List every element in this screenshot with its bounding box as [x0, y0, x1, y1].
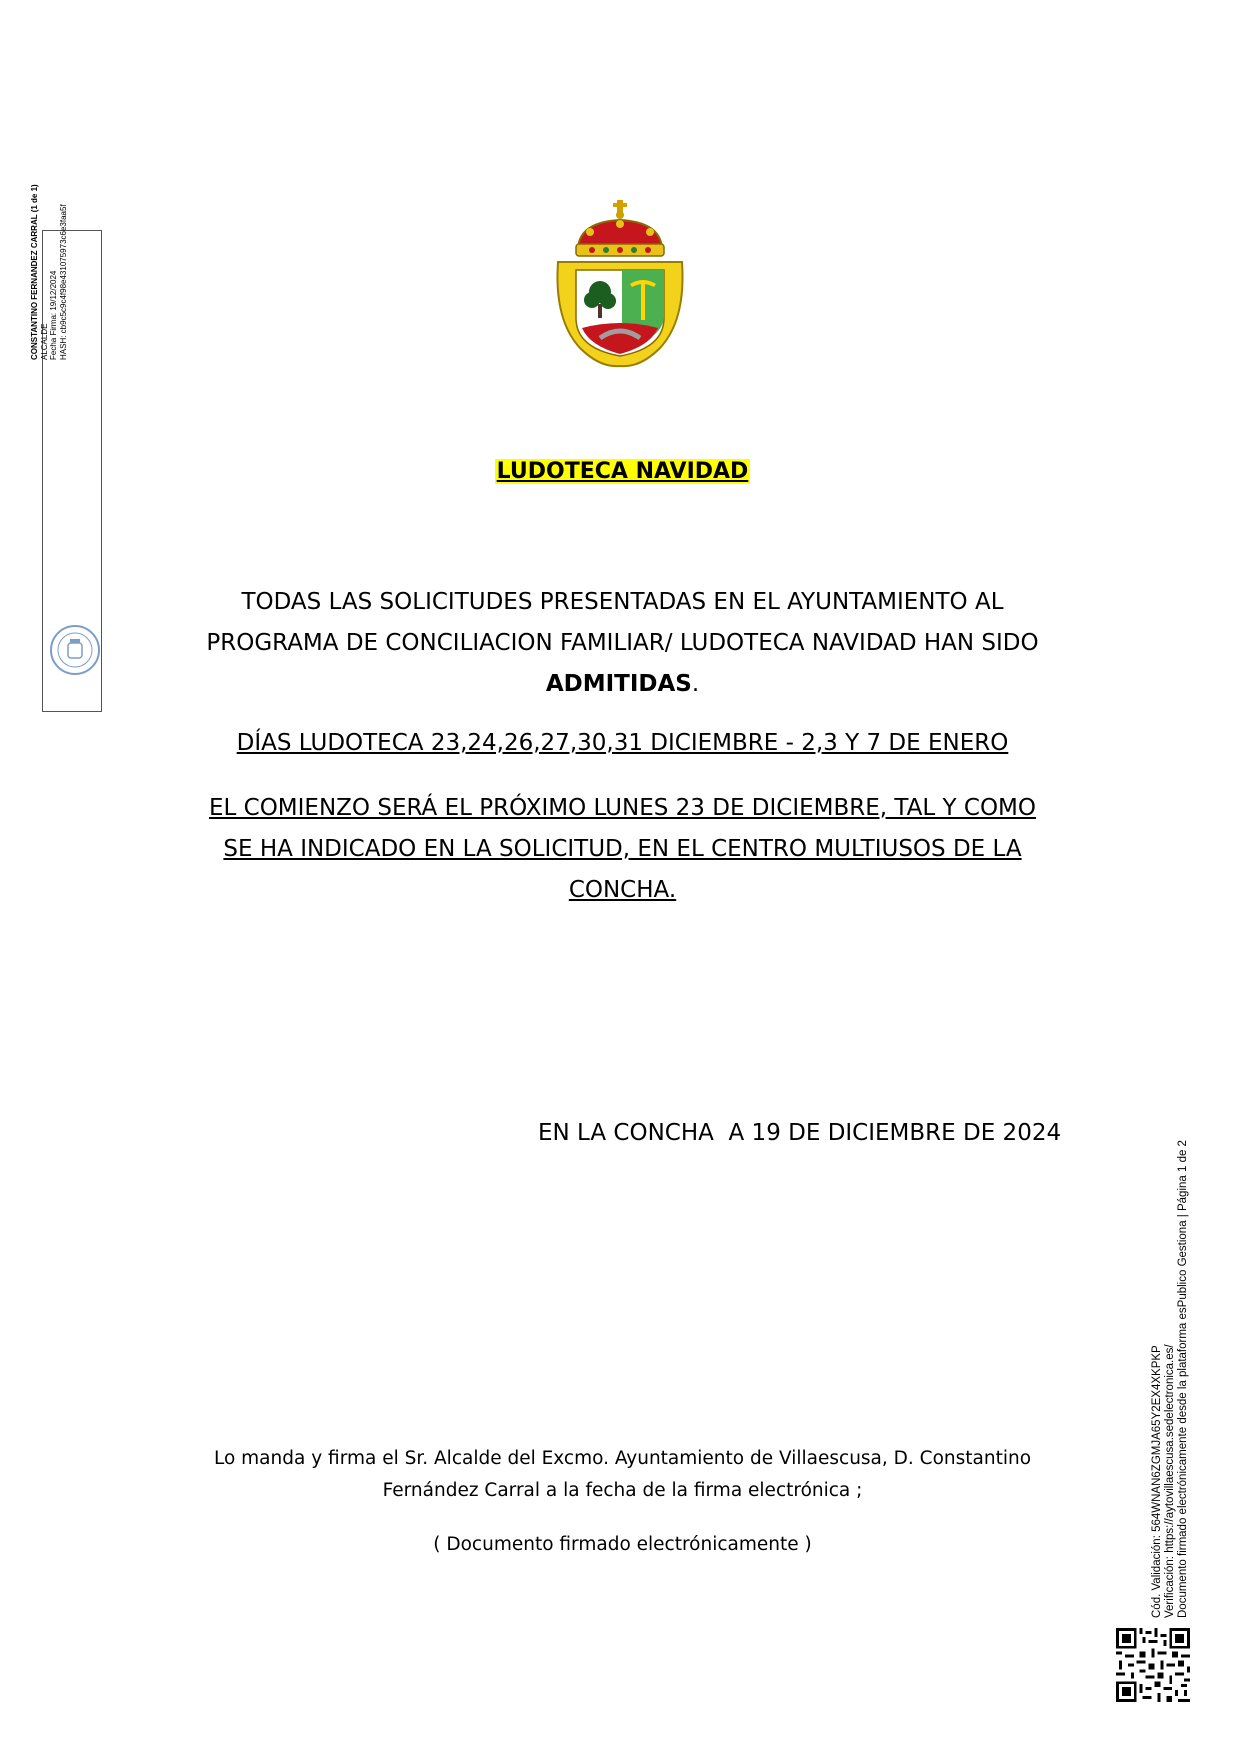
- seal-icon: [48, 623, 102, 677]
- signer-name: CONSTANTINO FERNANDEZ CARRAL (1 de 1): [30, 184, 39, 360]
- validation-code: Cód. Validación: 564WNAN6ZGMJA65Y2EX4XKPKP: [1151, 1345, 1163, 1618]
- firma-paragraph: Lo manda y firma el Sr. Alcalde del Excmo. Ayuntamiento de Villaescusa, D. Constantino Fernández Carral a la fecha de la firma electrónica ;: [213, 1448, 1032, 1501]
- signature-date: Fecha Firma: 19/12/2024: [49, 270, 58, 360]
- municipal-coat-of-arms-icon: [550, 200, 690, 368]
- signature-hash: HASH: cb9c5c9c4f98e431075973c6e3faa5f: [58, 204, 68, 360]
- signature-stamp-text: [30, 184, 68, 360]
- documento-firmado-note: ( Documento firmado electrónicamente ): [433, 1534, 812, 1555]
- solicitudes-paragraph: TODAS LAS SOLICITUDES PRESENTADAS EN EL AYUNTAMIENTO AL PROGRAMA DE CONCILIACION FAMILIAR/ LUDOTECA NAVIDAD HAN SIDO ADMITIDAS.: [206, 589, 1039, 697]
- admitidas-emphasis: ADMITIDAS: [545, 671, 692, 697]
- qr-code-icon[interactable]: [1116, 1628, 1190, 1702]
- place-date: EN LA CONCHA A 19 DE DICIEMBRE DE 2024: [538, 1120, 1062, 1146]
- page-title: LUDOTECA NAVIDAD: [496, 459, 749, 484]
- comienzo-paragraph: EL COMIENZO SERÁ EL PRÓXIMO LUNES 23 DE DICIEMBRE, TAL Y COMO SE HA INDICADO EN LA SOLICITUD, EN EL CENTRO MULTIUSOS DE LA CONCHA.: [208, 795, 1037, 903]
- dias-ludoteca: DÍAS LUDOTECA 23,24,26,27,30,31 DICIEMBRE - 2,3 Y 7 DE ENERO: [236, 730, 1009, 756]
- signer-role: ALCALDE: [39, 323, 49, 360]
- platform-note: Documento firmado electrónicamente desde la plataforma esPublico Gestiona | Página 1 de 2: [1177, 1140, 1189, 1618]
- verification-url: Verificación: https://aytovillaescusa.sedelectronica.es/: [1164, 1344, 1176, 1618]
- verification-block: [1151, 1140, 1190, 1618]
